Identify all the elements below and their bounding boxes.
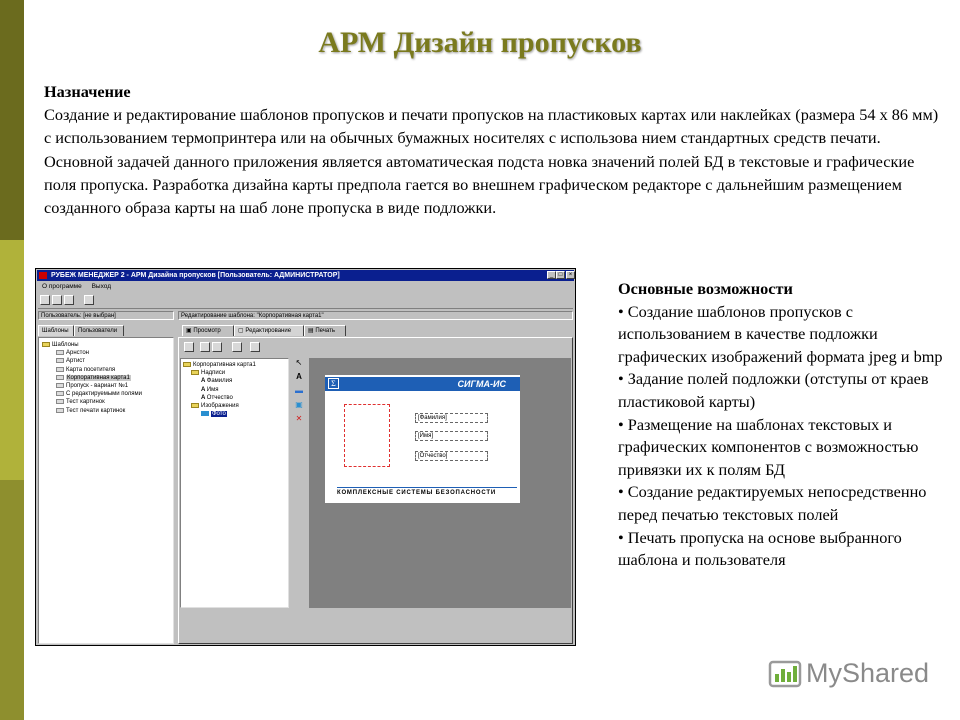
card-header (325, 377, 520, 391)
tree-item[interactable]: Арнстон (42, 349, 142, 357)
menu-bar (38, 282, 573, 292)
folder-icon (191, 403, 199, 408)
card-brand: СИГМА-ИС (457, 379, 506, 389)
menu-about[interactable]: О программе (42, 283, 82, 290)
tree-root[interactable]: Шаблоны (42, 341, 142, 349)
tree-item[interactable]: Пропуск - вариант №1 (42, 382, 142, 390)
tree-item[interactable]: Артист (42, 357, 142, 365)
feature-item: • Размещение на шаблонах текстовых и графических компонентов с возможностью привязки их к полям БД (618, 414, 919, 479)
features-section (618, 278, 958, 572)
folder-icon (183, 362, 191, 367)
text-icon: A (201, 378, 207, 385)
tab-preview[interactable]: ▣ Просмотр (182, 325, 234, 336)
layer-item-selected[interactable]: Фото (183, 410, 256, 418)
open-icon[interactable] (52, 295, 62, 305)
app-icon (39, 272, 47, 279)
new-icon[interactable] (40, 295, 50, 305)
layer-root[interactable]: Корпоративная карта1 (183, 361, 256, 369)
card-preview[interactable] (325, 375, 520, 503)
card-footer-divider (337, 487, 517, 488)
field-surname[interactable]: [Фамилия] (415, 413, 488, 423)
template-status: Редактирование шаблона: "Корпоративная карта1" (178, 311, 573, 320)
accent-bar-middle (0, 240, 24, 480)
tree-item[interactable]: Карта посетителя (42, 366, 142, 374)
document-icon (56, 383, 64, 388)
accent-bar-bottom (0, 480, 24, 720)
tree-item[interactable]: Тест картинок (42, 398, 142, 406)
document-icon (56, 375, 64, 380)
tree-item-selected[interactable]: Корпоративная карта1 (42, 374, 142, 382)
main-toolbar (38, 294, 573, 309)
select-tool-icon[interactable] (184, 342, 194, 352)
layers-tree (183, 361, 256, 418)
text-icon: A (201, 386, 207, 393)
tree-item[interactable]: С редактируемыми полями (42, 390, 142, 398)
document-icon (56, 350, 64, 355)
tab-edit[interactable]: ▢ Редактирование (234, 325, 304, 336)
tab-users[interactable]: Пользователи (74, 325, 124, 336)
grid-icon[interactable] (250, 342, 260, 352)
app-titlebar (37, 270, 574, 281)
fill-tool-icon[interactable]: ▬ (295, 386, 303, 395)
document-icon (56, 367, 64, 372)
folder-icon (42, 342, 50, 347)
card-footer: КОМПЛЕКСНЫЕ СИСТЕМЫ БЕЗОПАСНОСТИ (337, 490, 496, 496)
layer-group-images[interactable]: Изображения (183, 402, 256, 410)
feature-item: • Создание шаблонов пропусков с использованием в качестве подложки графических изображений формата jpeg и bmp (618, 301, 943, 366)
right-tabs (178, 325, 573, 336)
text-tool-icon[interactable]: A (296, 372, 302, 381)
text-icon: A (201, 394, 207, 401)
document-icon (56, 391, 64, 396)
myshared-logo-icon (768, 656, 802, 690)
watermark-text: MyShared (806, 658, 930, 688)
sigma-logo-icon: Σ (328, 378, 339, 389)
maximize-icon[interactable]: □ (556, 271, 565, 279)
tab-print[interactable]: ▤ Печать (304, 325, 346, 336)
folder-icon (191, 370, 199, 375)
app-window-title: РУБЕЖ МЕНЕДЖЕР 2 - АРМ Дизайна пропусков [Пользователь: АДМИНИСТРАТОР] (51, 272, 340, 279)
purpose-text: Создание и редактирование шаблонов пропусков и печати пропусков на пластиковых картах или наклейках (размера 54 х 86 мм) с использованием термопринтера или на обычных бумажных носителях с использова нием стандартных средств печати. Основной задачей данного приложения является автоматическая подста новка значений полей БД в текстовые и графические поля пропуска. Разработка дизайна карты предпола гается во внешнем графическом редакторе с дальнейшим размещением созданного образа карты на шаб лоне пропуска в виде подложки. (44, 105, 939, 218)
layer-item[interactable]: A Фамилия (201, 378, 233, 385)
tree-item[interactable]: Тест печати картинок (42, 407, 142, 415)
image-icon (201, 411, 209, 416)
layer-item[interactable]: A Имя (201, 386, 219, 393)
print-icon[interactable] (84, 295, 94, 305)
image-tool-icon[interactable]: ▣ (295, 400, 303, 409)
layers-icon[interactable] (232, 342, 242, 352)
feature-item: • Создание редактируемых непосредственно перед печатью текстовых полей (618, 482, 927, 524)
delete-tool-icon[interactable]: ✕ (295, 414, 303, 423)
save-template-icon[interactable] (200, 342, 210, 352)
document-icon (56, 408, 64, 413)
feature-item: • Задание полей подложки (отступы от краев пластиковой карты) (618, 369, 929, 411)
purpose-heading: Назначение (44, 82, 131, 101)
minimize-icon[interactable]: _ (547, 271, 556, 279)
save-icon[interactable] (64, 295, 74, 305)
layer-item[interactable]: A Отчество (201, 394, 233, 401)
feature-item: • Печать пропуска на основе выбранного шаблона и пользователя (618, 527, 902, 570)
pointer-tool-icon[interactable]: ↖ (295, 358, 303, 367)
document-icon (56, 358, 64, 363)
left-tabs (38, 325, 174, 336)
features-heading: Основные возможности (618, 279, 793, 298)
print-template-icon[interactable] (212, 342, 222, 352)
close-icon[interactable]: × (566, 271, 575, 279)
field-patronymic[interactable]: [Отчество] (415, 451, 488, 461)
menu-exit[interactable]: Выход (91, 283, 112, 290)
photo-placeholder[interactable] (344, 404, 390, 467)
document-icon (56, 399, 64, 404)
layer-group-labels[interactable]: Надписи (183, 369, 256, 377)
purpose-section (44, 80, 944, 219)
templates-tree (42, 341, 142, 415)
field-name[interactable]: [Имя] (415, 431, 488, 441)
tab-templates[interactable]: Шаблоны (38, 325, 74, 336)
slide-title: АРМ Дизайн пропусков (318, 26, 642, 59)
user-status: Пользователь: [не выбран] (38, 311, 174, 320)
